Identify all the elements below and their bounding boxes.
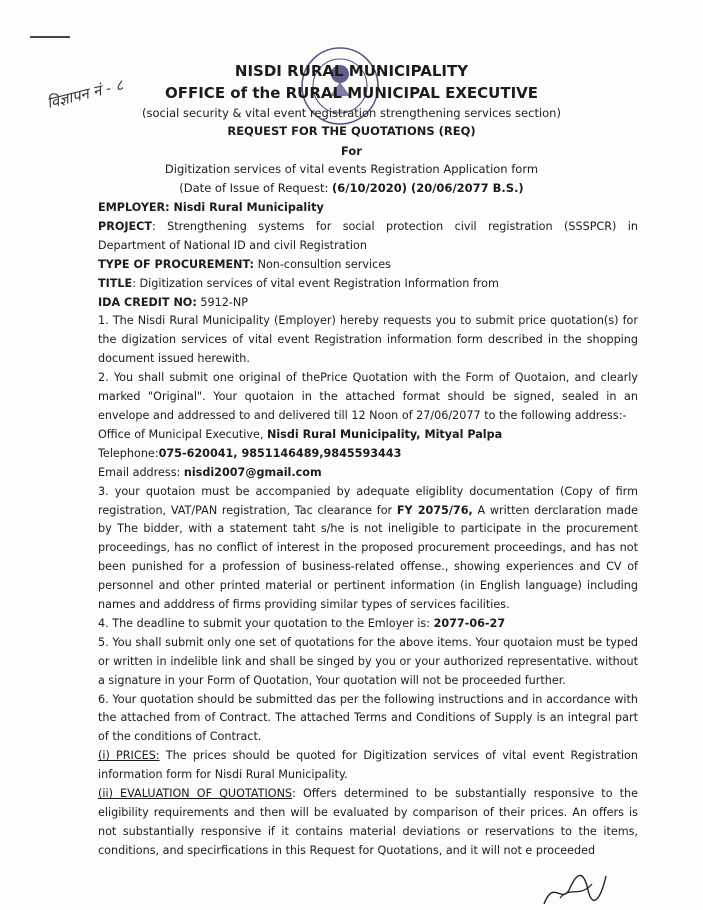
evaluation-clause: (ii) EVALUATION OF QUOTATIONS: Offers determined to be substantially responsive to the eligibility requirements and then will be evaluated by comparison of their prices. An offers is not substantially responsive if it contains material deviations or reservations to the items, conditions, and specirfications in this Request for Quotations, and it will not e proceeded <box>98 787 639 857</box>
document-body <box>98 199 638 861</box>
prices-clause: (i) PRICES: The prices should be quoted for Digitization services of vital event Registration information form for Nisdi Rural Municipality. <box>98 749 638 782</box>
signature-mark <box>540 868 610 910</box>
scan-mark <box>30 36 70 38</box>
telephone-line: Telephone:075-620041, 9851146489,9845593443 <box>98 446 402 460</box>
paragraph-6: 6. Your quotation should be submitted das per the following instructions and in accordance with the attached from of Contract. The attached Terms and Conditions of Supply is an integral part of the conditions of Contract. <box>98 692 638 744</box>
procurement-type-field: TYPE OF PROCUREMENT: Non-consultion services <box>98 257 391 271</box>
header-issue-date: (Date of Issue of Request: (6/10/2020) (20/06/2077 B.S.) <box>179 181 524 195</box>
ida-credit-field: IDA CREDIT NO: 5912-NP <box>98 295 248 309</box>
handwritten-note: विज्ञापन नं - ८ <box>44 75 126 113</box>
email-line: Email address: nisdi2007@gmail.com <box>98 465 322 479</box>
header-municipality: NISDI RURAL MUNICIPALITY <box>234 62 469 80</box>
address-line: Office of Municipal Executive, Nisdi Rural Municipality, Mityal Palpa <box>98 427 503 441</box>
paragraph-5: 5. You shall submit only one set of quotations for the above items. Your quotaion must be typed or written in indelible link and shall be singed by you or your authorized representative. without a signature in your Form of Quotation, Your quotation will not be proceeded further. <box>98 635 638 687</box>
paragraph-1: 1. The Nisdi Rural Municipality (Employer) hereby requests you to submit price quotation(s) for the digization services of vital event Registration information form described in the shopping document issued herewith. <box>98 314 638 366</box>
header-request-title: REQUEST FOR THE QUOTATIONS (REQ) <box>227 124 476 138</box>
project-field: PROJECT: Strengthening systems for social protection civil registration (SSSPCR) in Department of National ID and civil Registration <box>98 219 638 252</box>
paragraph-2: 2. You shall submit one original of thePrice Quotation with the Form of Quotaion, and clearly marked "Original". Your quotaion in the attached format should be signed, sealed in an envelope and addressed to and delivered till 12 Noon of 27/06/2077 to the following address:- <box>98 371 638 422</box>
paragraph-3: 3. your quotaion must be accompanied by adequate eligiblity documentation (Copy of firm registration, VAT/PAN registration, Tac clearance for FY 2075/76, A written derclaration made by The bidder, with a statement taht s/he is not ineligible to participate in the procurement proceedings, has no conflict of interest in the proposed procurement proceedings, and has not been punished for a profession of business-related offense., showing experiences and CV of personnel and other printed material or pertinent information (in English language) including names and adddress of firms providing similar types of services facilities. <box>98 484 638 612</box>
header-section: (social security & vital event registration strengthening services section) <box>142 106 561 120</box>
header-subject: Digitization services of vital events Registration Application form <box>164 162 539 176</box>
employer-field: EMPLOYER: Nisdi Rural Municipality <box>98 201 324 214</box>
paragraph-4: 4. The deadline to submit your quotation to the Emloyer is: 2077-06-27 <box>98 616 506 630</box>
header-office: OFFICE of the RURAL MUNICIPAL EXECUTIVE <box>164 84 539 102</box>
title-field: TITLE: Digitization services of vital event Registration Information from <box>98 276 499 290</box>
header-for: For <box>341 144 362 158</box>
